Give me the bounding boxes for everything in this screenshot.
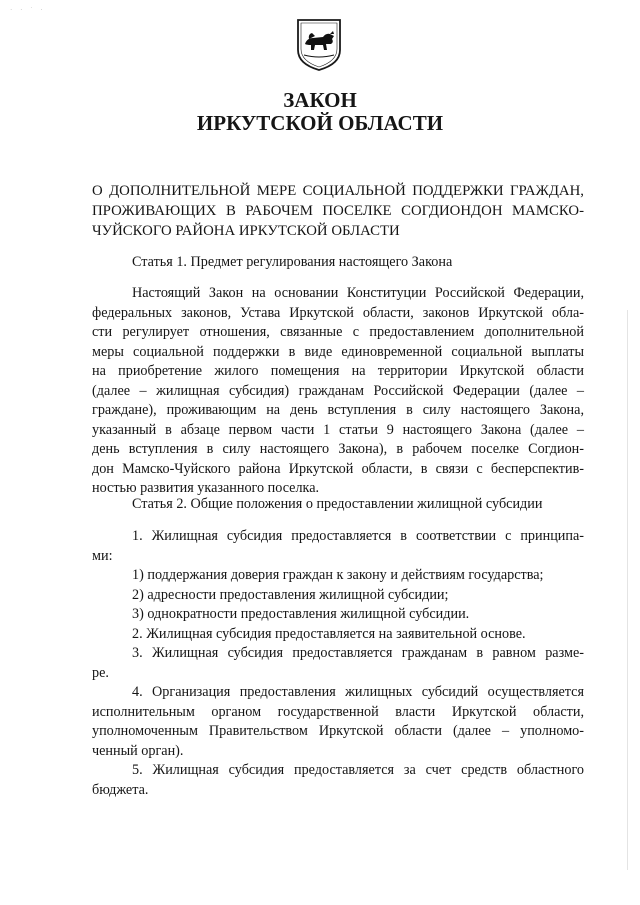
body-line: (далее – жилищная субсидия) гражданам Российской Федерации (далее –: [92, 382, 584, 399]
body-line: дон Мамско-Чуйского района Иркутской области, в связи с бесперспектив-: [92, 460, 584, 477]
scan-edge-line: [627, 310, 628, 870]
body-line: ми:: [92, 547, 113, 564]
body-line: уполномоченным Правительством Иркутской области (далее – уполномо-: [92, 723, 584, 739]
body-line: день вступления в силу настоящего Закона), в рабочем поселке Согдион-: [92, 441, 584, 457]
body-line: 2) адресности предоставления жилищной субсидии;: [132, 586, 449, 603]
law-subject: [92, 181, 584, 241]
body-line: 1. Жилищная субсидия предоставляется в соответствии с принципа-: [132, 528, 584, 544]
body-line: 2. Жилищная субсидия предоставляется на заявительной основе.: [132, 625, 526, 642]
body-line: ностью развития указанного поселка.: [92, 480, 320, 496]
body-line: граждане), проживающим на день вступления в силу настоящего Закона,: [92, 402, 584, 418]
article-2-heading: Статья 2. Общие положения о предоставлении жилищной субсидии: [132, 496, 543, 512]
law-title-line2: ИРКУТСКОЙ ОБЛАСТИ: [196, 111, 444, 135]
subject-line: ПРОЖИВАЮЩИХ В РАБОЧЕМ ПОСЕЛКЕ СОГДИОНДОН МАМСКО-: [92, 203, 584, 219]
body-line: ре.: [92, 664, 109, 681]
law-title-line1: ЗАКОН: [283, 88, 357, 112]
article-1-heading: Статья 1. Предмет регулирования настоящего Закона: [132, 254, 453, 270]
body-line: Настоящий Закон на основании Конституции Российской Федерации,: [132, 285, 584, 301]
article-2-body: [92, 527, 584, 800]
body-line: 5. Жилищная субсидия предоставляется за счет средств областного: [132, 762, 584, 778]
body-line: указанный в абзаце первом части 1 статьи 9 настоящего Закона (далее –: [92, 421, 584, 438]
body-line: исполнительным органом государственной власти Иркутской области,: [92, 703, 584, 720]
scan-noise: · · ˙ ·: [10, 6, 46, 14]
subject-line: О ДОПОЛНИТЕЛЬНОЙ МЕРЕ СОЦИАЛЬНОЙ ПОДДЕРЖКИ ГРАЖДАН,: [92, 183, 584, 199]
article-1-body: [92, 284, 584, 499]
body-line: сти регулирует отношения, связанные с предоставлением дополнительной: [92, 324, 584, 340]
body-line: меры социальной поддержки в виде единовременной социальной выплаты: [92, 343, 584, 360]
body-line: 3. Жилищная субсидия предоставляется гражданам в равном разме-: [132, 645, 584, 661]
body-line: бюджета.: [92, 781, 149, 798]
body-line: 4. Организация предоставления жилищных субсидий осуществляется: [132, 684, 584, 700]
body-line: на приобретение жилого помещения на территории Иркутской области: [92, 363, 584, 379]
irkutsk-coat-of-arms-icon: [295, 17, 343, 72]
body-line: 3) однократности предоставления жилищной субсидии.: [132, 606, 470, 622]
subject-line: ЧУЙСКОГО РАЙОНА ИРКУТСКОЙ ОБЛАСТИ: [92, 223, 400, 239]
body-line: федеральных законов, Устава Иркутской области, законов Иркутской обла-: [92, 304, 584, 321]
body-line: 1) поддержания доверия граждан к закону и действиям государства;: [132, 567, 544, 583]
body-line: ченный орган).: [92, 742, 184, 759]
